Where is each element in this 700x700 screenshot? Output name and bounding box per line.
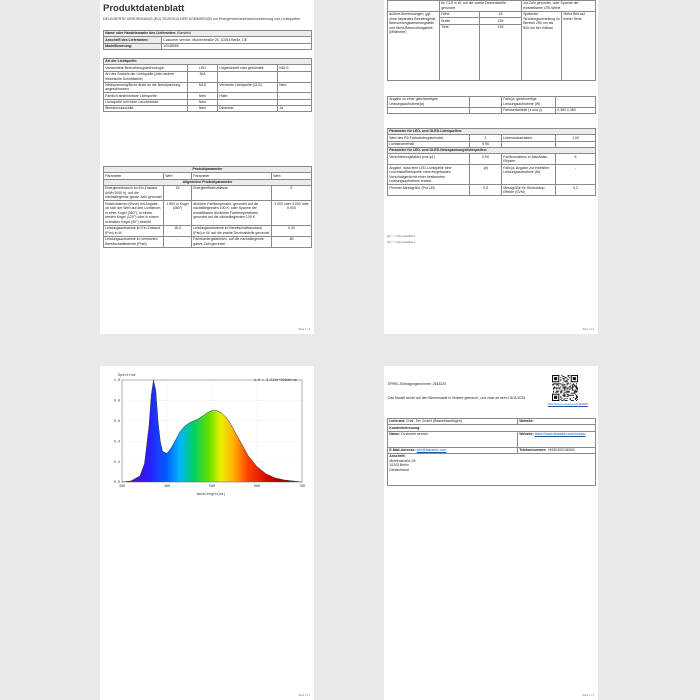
page-3 <box>100 366 314 700</box>
param-value: 0,00 <box>272 225 312 236</box>
eprel-label: EPREL-Eintragungsnummer: <box>388 382 432 386</box>
y-tick-label: 0.8 <box>113 399 120 404</box>
website-label: Website: <box>518 419 596 425</box>
param-label: Messgröße für Stroboskop-Effekte (SVM) <box>502 185 556 196</box>
param-label: Netzspannung/Nicht direkt an die Netzspannung angeschlossen: <box>104 82 188 93</box>
param-label: Angabe, dass eine LED-Lichtquelle eine Leuchtstofflichtquelle ohne eingebautes Vorschaltgerät mit einer bestimmten Leistungsaufnahme ersetzt. <box>388 165 470 185</box>
x-tick-label: 780 <box>298 485 306 489</box>
supplier-value: Klarstein <box>177 31 191 36</box>
param-value: 1 800 in Kugel (360°) <box>164 201 192 226</box>
eprel-line <box>388 382 446 386</box>
product-params-heading: Produktparameter <box>104 167 312 173</box>
spectral-label: Spektrale Strahlungsverteilung im Bereich 250 nm bis 800 nm bei Volllast <box>522 11 562 80</box>
address-line-3: Deutschland <box>389 468 409 473</box>
param-label: Farblich abstimmbare Lichtquelle: <box>104 93 188 99</box>
led-section-heading: Parameter für LED- und OLED-Lichtquellen: <box>388 129 596 135</box>
y-tick-label: 0.4 <box>113 440 120 445</box>
param-label: Nutzlichtstrom (Φuse) mit Angabe, ob sich der Wert auf den Lichtstrom in einer Kugel (360°), in einem breiten Kegel (120°) oder in einem schmalen Kegel (90°) bezieht <box>104 201 164 226</box>
param-value: Nein <box>188 93 218 99</box>
name-label: Name: <box>389 432 400 437</box>
cust-website-link[interactable]: https://www.klarstein.com/shops/ <box>534 432 586 437</box>
param-value: MLS <box>188 82 218 93</box>
supplier-value: Chal -Tec GmbH (Besselmachtigen) <box>406 419 462 424</box>
dimensions-label: außere Abmessungen, ggf. ohne separates Betriebsgerät, Beleuchtungssteuerungsteile und Nicht-Beleuchtungsteile (Millimeter) <box>388 11 440 80</box>
param-value: 2 <box>470 135 502 141</box>
param-label: Lebensdauerfaktor <box>502 135 556 141</box>
supplier-label: Name oder Handelsmarke des Lieferanten: <box>105 31 177 36</box>
header-value: Wert <box>272 173 312 179</box>
cls-note: für CLS in W, auf die zweite Dezimalstelle gerundet <box>440 1 522 12</box>
param-value: Ja <box>278 106 312 112</box>
top-continuation-table <box>387 0 596 81</box>
led-params-table <box>387 128 596 196</box>
x-tick-label: 480 <box>163 485 171 489</box>
x-tick-label: 380 <box>118 485 126 489</box>
header-value: Wert <box>164 173 192 179</box>
footnote-a: (a) "-": nicht zutreffend <box>387 234 415 238</box>
eprel-value: 2543325 <box>432 382 446 386</box>
table-row <box>388 165 596 185</box>
x-tick-label: 580 <box>208 485 216 489</box>
name-value: Customer service <box>400 432 429 437</box>
cri-note: zur Zahl gerundet, oder Spanne der einstellbaren CRI-Werte <box>522 1 596 12</box>
param-value: 0,2 <box>556 185 596 196</box>
param-label: Flimmer-Messgröße (Pst LM) <box>388 185 470 196</box>
table-row <box>104 201 312 226</box>
mains-section-heading: Parameter für LED- und OLED-Netzspannungslichtquellen: <box>388 147 596 153</box>
page-1 <box>100 0 314 334</box>
general-params-heading: Allgemeine Produktparameter <box>104 179 312 185</box>
param-value: - <box>164 236 192 247</box>
light-source-table <box>103 58 312 112</box>
param-label: Wert des R9-Farbwiedergabeindex <box>388 135 470 141</box>
email-link[interactable]: info@klarstein.com <box>416 448 447 453</box>
page-number: Seite 4 / 4 <box>582 694 594 697</box>
phone-label: Telefonnummer: <box>519 448 547 453</box>
param-label: Hülle: <box>218 93 278 99</box>
x-axis-label: Wavelength(nm) <box>196 493 226 497</box>
table-row <box>104 106 312 112</box>
param-label <box>218 71 278 82</box>
equivalent-power-table <box>387 96 596 114</box>
model-value: 10048080 <box>162 43 312 49</box>
page-number: Seite 3 / 4 <box>298 694 310 697</box>
param-value: Nein <box>188 106 218 112</box>
qr-code[interactable] <box>552 375 578 401</box>
table-row <box>104 225 312 236</box>
model-label: Modellkennung: <box>104 43 162 49</box>
param-value: - <box>278 93 312 99</box>
dim-height-label: Höhe <box>440 11 480 17</box>
supplier-label: Lieferant: <box>389 419 406 424</box>
y-tick-label: 0.2 <box>113 460 120 465</box>
table-row <box>388 107 596 113</box>
address-label: Anschrift des Lieferanten: <box>104 37 162 43</box>
param-label: Farbwertanteile (x und y) <box>502 107 556 113</box>
page-title: Produktdatenblatt <box>103 3 185 14</box>
param-value: 0,90 <box>470 154 502 165</box>
header-param: Parameter <box>192 173 272 179</box>
header-param: Parameter <box>104 173 164 179</box>
param-label: Energieeffizienzklasse <box>192 185 272 200</box>
chart-title: Spectrum <box>118 374 136 378</box>
dim-depth-value: 135 <box>480 24 522 80</box>
table-row <box>104 185 312 200</box>
param-label: Lichtstromerhalt <box>388 141 470 147</box>
param-label: ähnliche Farbtemperatur, gerundet auf die nächstliegenden 100 K, oder Spanne der einstellbaren ähnlichen Farbtemperaturen, gerundet auf die nächstliegenden 100 K <box>192 201 272 226</box>
y-tick-label: 1.0 <box>113 379 120 384</box>
param-value: -(b) <box>470 165 502 185</box>
param-value: NDLS <box>278 65 312 71</box>
param-value: - <box>470 97 502 108</box>
param-value: - <box>556 97 596 108</box>
chart-legend: 1.0 = 3.514e+001mW/nm <box>254 379 297 383</box>
param-label: Falls ja, gleichwertige Leistungsaufnahme (W) <box>502 97 556 108</box>
email-label: E-Mail-Adresse: <box>389 448 416 453</box>
table-row <box>104 71 312 82</box>
table-row <box>388 154 596 165</box>
product-params-table <box>103 166 312 248</box>
param-value: 16 <box>164 185 192 200</box>
supplier-table <box>103 30 312 50</box>
param-label <box>388 107 470 113</box>
param-value: 16,0 <box>164 225 192 236</box>
param-value: - <box>556 165 596 185</box>
customer-service-label: Kundenbetreuung: <box>388 425 596 431</box>
param-label: Verwendete Beleuchtungstechnologie: <box>104 65 188 71</box>
dim-width-value: 135 <box>480 18 522 24</box>
param-label: Vernetzte Lichtquelle (CLS): <box>218 82 278 93</box>
table-row <box>104 82 312 93</box>
dim-height-value: 15 <box>480 11 522 17</box>
param-label: Falls ja, Angabe zur ersetzten Leistungsaufnahme (W) <box>502 165 556 185</box>
param-value <box>278 71 312 82</box>
param-value: 0,3 <box>470 185 502 196</box>
param-value <box>470 107 502 113</box>
param-value: Nein <box>278 82 312 93</box>
table-row <box>104 236 312 247</box>
x-tick-label: 680 <box>253 485 261 489</box>
address-line-2: 10243 Berlin <box>389 463 409 468</box>
param-label: Blendschutzschild: <box>104 106 188 112</box>
spectrum-chart <box>104 370 310 498</box>
table-row <box>388 185 596 196</box>
param-value: 0,96 <box>470 141 502 147</box>
light-source-type-label: Art der Lichtquelle: <box>104 59 312 65</box>
param-label: Ungebündelt oder gebündelt: <box>218 65 278 71</box>
footnote-b: (b) "-": nicht zutreffend <box>387 240 415 244</box>
param-label: Energieverbrauch im Ein-Zustand (kWh/1000 h), auf die nächstliegende ganze Zahl gerundet <box>105 186 162 200</box>
table-row <box>388 97 596 108</box>
param-label: Dimmbar: <box>218 106 278 112</box>
spectrum-chart-svg <box>104 370 310 498</box>
param-label: Farbwiedergabeindex, auf die nächstliegende ganze Zahl gerundet <box>192 236 272 247</box>
param-value: 6 <box>556 154 596 165</box>
param-label: Farbkonsistenz in MacAdam-Ellipsen <box>502 154 556 165</box>
param-value: E <box>272 185 312 200</box>
param-value: 3 000 oder 4 000 oder 6 500 <box>272 201 312 226</box>
param-label: Lichtquelle mit hoher Leuchtdichte: <box>104 99 188 105</box>
page-2 <box>384 0 598 334</box>
param-label: Angabe zu einer gleichwertigen Leistungsaufnahme(a) <box>388 97 470 108</box>
param-label: Leistungsaufnahme im vernetzten Bereitschaftsbetrieb (Pnet) <box>104 236 164 247</box>
dim-width-label: Breite <box>440 18 480 24</box>
page-number: Seite 2 / 4 <box>582 328 594 331</box>
spectral-value: Siehe Bild auf letzter Seite <box>562 11 596 80</box>
phone-value: +4930300136500 <box>547 448 575 453</box>
contact-table <box>387 418 596 486</box>
param-value: 80 <box>272 236 312 247</box>
param-label: Verschiebungsfaktor (cos φ1) <box>388 154 470 165</box>
param-value: N/A <box>188 71 218 82</box>
param-label: Leistungsaufnahme im Bereitschaftszustand (Psb) in W, auf die zweite Dezimalstelle gerundet <box>192 225 272 236</box>
address-line-1: Muhlenstraße 25 <box>389 458 416 463</box>
address-value: Customer service, Muhlenstraße 25, 10243 Berlin, DE <box>162 37 312 43</box>
page-4 <box>384 366 598 700</box>
page-number: Seite 1 / 4 <box>298 328 310 331</box>
dim-depth-label: Tiefe <box>440 24 480 80</box>
param-value: Nein <box>188 99 218 105</box>
cust-website-label: Website: <box>519 432 534 437</box>
param-value: LED <box>188 65 218 71</box>
address-label: Anschrift: <box>389 454 406 459</box>
market-intro: Das Modell wurde auf den Binnenmarkt in Verkehr gebracht , und zwar ab dem // 8/11/2025. <box>388 396 527 400</box>
param-label: Leistungsaufnahme im Ein-Zustand (Pon) in W <box>104 225 164 236</box>
param-value: 0,380 0,380 <box>556 107 596 113</box>
param-value: 1,00 <box>556 135 596 141</box>
param-label: Art des Sockels der Lichtquelle (oder andere elektrische Schnittstelle) <box>104 71 188 82</box>
regulation-subtitle: DELEGIERTE VERORDNUNG (EU) 2019/2015 DER KOMMISSION zur Energieverbrauchskennzeichnung von Lichtquellen <box>103 17 301 21</box>
y-tick-label: 0.0 <box>113 481 120 486</box>
qr-link[interactable]: https://eprel.ec.europa.eu/qr/2543325 <box>548 403 588 406</box>
y-tick-label: 0.6 <box>113 420 120 424</box>
